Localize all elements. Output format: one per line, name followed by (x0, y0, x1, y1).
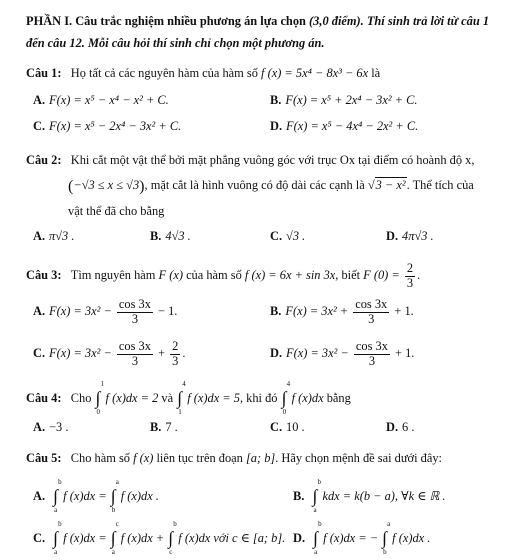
question-5-option-a[interactable] (33, 478, 159, 515)
question-3-text-2: của hàm số (186, 267, 242, 282)
lower-limit: 0 (282, 408, 287, 417)
question-1-label: Câu 1: (26, 66, 62, 80)
upper-limit: b (58, 478, 62, 486)
question-2-text-3: . Thể tích của (406, 178, 474, 192)
option-label: A. (33, 420, 46, 434)
option-text-end: − 1. (158, 303, 178, 318)
lower-limit: a (54, 506, 58, 515)
fraction (405, 262, 415, 290)
option-text: f (x)dx . (392, 530, 431, 545)
question-2-stem-line-2 (68, 177, 474, 197)
option-text: f (x)dx + (120, 530, 165, 545)
question-1-text: Họ tất cả các nguyên hàm của hàm số (70, 66, 258, 80)
question-4-text-4: bằng (326, 390, 351, 405)
question-4-label: Câu 4: (26, 390, 62, 405)
option-label: D. (270, 119, 283, 133)
question-5-interval: [a; b] (245, 451, 276, 465)
lower-limit: a (314, 548, 318, 557)
option-label: D. (386, 229, 399, 243)
part-score: (3,0 điểm). (309, 14, 364, 28)
option-text: 4π√3 . (402, 229, 434, 243)
question-2-option-b[interactable] (150, 229, 191, 245)
option-label: C. (270, 420, 283, 434)
integral-sign: ∫ c a (110, 520, 119, 557)
numerator: cos 3x (355, 297, 388, 311)
question-2-range: −√3 ≤ x ≤ √3 (73, 178, 140, 192)
question-4-stem (26, 380, 351, 417)
question-5-stem (26, 451, 442, 467)
section-header (26, 14, 489, 30)
question-1-option-d[interactable] (270, 119, 418, 135)
option-label: D. (293, 530, 306, 545)
question-3-option-a[interactable] (33, 298, 177, 326)
question-5-function: f (x) (133, 451, 154, 465)
option-text: f (x)dx . (120, 488, 159, 503)
numerator: 2 (406, 261, 414, 275)
option-text: 7 . (165, 420, 178, 434)
option-text: f (x)dx với c ∈ [a; b]. (178, 530, 286, 545)
part-instruction-2: đến câu 12. Mỗi câu hỏi thí sinh chỉ chọn một phương án. (26, 36, 325, 50)
numerator: cos 3x (355, 339, 388, 353)
denominator: 3 (131, 311, 139, 326)
option-text: F(x) = x⁵ − 4x⁴ − 2x² + C. (286, 119, 419, 133)
option-text: −3 . (49, 420, 69, 434)
part-instruction-1: Thí sinh trả lời từ câu 1 (363, 14, 490, 28)
upper-limit: 4 (286, 380, 291, 388)
question-5-text-2: liên tục trên đoạn (156, 451, 243, 465)
question-4-option-d[interactable] (386, 420, 414, 436)
option-label: C. (33, 345, 46, 360)
question-5-option-b[interactable] (293, 478, 446, 515)
option-label: B. (150, 420, 162, 434)
question-2-option-a[interactable] (33, 229, 74, 245)
integral-sign: ∫ b a (53, 478, 62, 515)
question-2-text-2: , mặt cắt là hình vuông có độ dài các cạnh là (144, 178, 365, 192)
question-3-condition: F (0) = (363, 267, 400, 282)
question-1-stem (26, 66, 380, 82)
upper-limit: b (173, 520, 177, 528)
option-text: F(x) = 3x² + (285, 303, 349, 318)
integral-sign: ∫ b c (168, 520, 177, 557)
denominator: 3 (172, 353, 179, 368)
numerator: 2 (172, 339, 179, 353)
question-2-text-1: Khi cắt một vật thể bởi mặt phẳng vuông góc với trục Ox tại điểm có hoành độ x, (70, 153, 475, 167)
option-text-mid: + (158, 345, 166, 360)
lower-limit: b (111, 506, 116, 515)
option-label: C. (33, 119, 46, 133)
question-3-stem: Câu 3: Tìm nguyên hàm F (x) của hàm số f (x) = 6x + sin 3x, biết F (0) = $\frac{2}{3}$ . (26, 261, 421, 290)
option-text-end: + 1. (394, 303, 414, 318)
upper-limit: a (387, 520, 391, 528)
option-label: C. (270, 229, 283, 243)
integral-sign: ∫ a b (110, 478, 119, 515)
option-text: 10 . (286, 420, 305, 434)
question-2-option-d[interactable] (386, 229, 434, 245)
open-paren: ( (68, 178, 74, 195)
question-4-text-1: Cho (70, 390, 92, 405)
integral-1: f (x)dx = 2 (105, 390, 159, 405)
option-text: F(x) = x⁵ − x⁴ − x² + C. (49, 93, 169, 107)
question-3-option-d[interactable] (270, 340, 414, 368)
option-label: A. (33, 488, 46, 503)
question-3-option-c[interactable] (33, 340, 185, 368)
upper-limit: c (115, 520, 119, 528)
option-label: C. (33, 530, 46, 545)
fraction (354, 340, 390, 368)
option-text: f (x)dx = (63, 530, 107, 545)
lower-limit: a (313, 506, 317, 515)
option-text: kdx = k(b − a), ∀k ∈ ℝ . (322, 488, 446, 503)
lower-limit: a (54, 548, 58, 557)
upper-limit: b (318, 520, 322, 528)
lower-limit: 0 (96, 408, 101, 417)
option-text: 6 . (402, 420, 415, 434)
option-text: f (x)dx = − (323, 530, 379, 545)
numerator: cos 3x (118, 297, 151, 311)
option-text: F(x) = x⁵ + 2x⁴ − 3x² + C. (285, 93, 418, 107)
denominator: 3 (368, 311, 375, 326)
option-label: A. (33, 229, 46, 243)
numerator: cos 3x (118, 339, 151, 353)
option-text: F(x) = 3x² − (49, 303, 112, 318)
question-5-text-3: . Hãy chọn mệnh đề sai dưới đây: (275, 451, 442, 465)
integral-sign: ∫ 1 0 (95, 380, 105, 417)
question-2-option-c[interactable] (270, 229, 305, 245)
option-text-end: . (182, 345, 186, 360)
option-label: B. (270, 303, 282, 318)
sqrt-expression: √3 − x² (367, 178, 406, 192)
question-5-label: Câu 5: (26, 451, 62, 465)
question-3-label: Câu 3: (26, 267, 62, 282)
option-label: B. (293, 488, 305, 503)
option-label: D. (270, 345, 283, 360)
option-label: B. (150, 229, 162, 243)
option-text: 4√3 . (165, 229, 191, 243)
option-text: π√3 . (49, 229, 75, 243)
lower-limit: b (383, 548, 387, 557)
question-5-text-1: Cho hàm số (70, 451, 130, 465)
integral-3: f (x)dx (291, 390, 324, 405)
fraction (117, 298, 153, 326)
question-5-option-d[interactable] (293, 520, 431, 557)
integral-sign: ∫ 4 1 (177, 380, 186, 417)
question-1-option-b[interactable] (270, 93, 418, 109)
question-2-stem-line-1 (26, 153, 474, 169)
question-1-option-c[interactable] (33, 119, 181, 135)
upper-limit: b (317, 478, 321, 486)
lower-limit: c (169, 548, 173, 557)
option-text: √3 . (286, 229, 306, 243)
question-3-function: f (x) = 6x + sin 3x (244, 267, 336, 282)
option-text: f (x)dx = (63, 488, 107, 503)
question-3-text-1: Tìm nguyên hàm (70, 267, 156, 282)
denominator: 3 (406, 275, 414, 290)
question-4-option-a[interactable] (33, 420, 68, 436)
question-2-stem-line-3: vật thể đã cho bằng (68, 204, 165, 218)
integral-sign: ∫ 4 0 (281, 380, 291, 417)
question-1-option-a[interactable] (33, 93, 169, 109)
question-3-option-b[interactable] (270, 298, 414, 326)
upper-limit: 1 (100, 380, 105, 388)
question-5-option-c[interactable] (33, 520, 286, 557)
integral-2: f (x)dx = 5 (187, 390, 240, 405)
question-4-option-b[interactable] (150, 420, 178, 436)
option-text: F(x) = 3x² − (49, 345, 112, 360)
question-1-function: f (x) = 5x⁴ − 8x³ − 6x (261, 66, 369, 80)
close-paren: ) (139, 178, 145, 195)
upper-limit: b (58, 520, 62, 528)
option-text: F(x) = x⁵ − 2x⁴ − 3x² + C. (49, 119, 182, 133)
integral-sign: ∫ b a (313, 520, 322, 557)
question-4-text-3: , khi đó (239, 390, 278, 405)
denominator: 3 (131, 353, 139, 368)
option-label: B. (270, 93, 282, 107)
part-title: PHẦN I. Câu trắc nghiệm nhiều phương án lựa chọn (26, 14, 306, 28)
upper-limit: a (115, 478, 119, 486)
question-3-F: F (x) (158, 267, 183, 282)
option-label: D. (386, 420, 399, 434)
denominator: 3 (368, 353, 376, 368)
fraction (117, 340, 153, 368)
fraction (170, 340, 180, 368)
question-2-label: Câu 2: (26, 153, 62, 167)
lower-limit: 1 (178, 408, 182, 417)
radicand: 3 − x² (375, 178, 406, 192)
upper-limit: 4 (182, 380, 186, 388)
option-text-end: + 1. (395, 345, 415, 360)
integral-sign: ∫ b a (312, 478, 321, 515)
question-1-text-end: là (371, 66, 381, 80)
fraction (353, 298, 389, 326)
integral-sign: ∫ a b (382, 520, 391, 557)
question-4-text-2: và (161, 390, 174, 405)
option-label: A. (33, 93, 46, 107)
integral-sign: ∫ b a (53, 520, 62, 557)
question-4-option-c[interactable] (270, 420, 305, 436)
question-3-text-3: , biết (335, 267, 361, 282)
lower-limit: a (111, 548, 115, 557)
option-label: A. (33, 303, 46, 318)
option-text: F(x) = 3x² − (286, 345, 349, 360)
